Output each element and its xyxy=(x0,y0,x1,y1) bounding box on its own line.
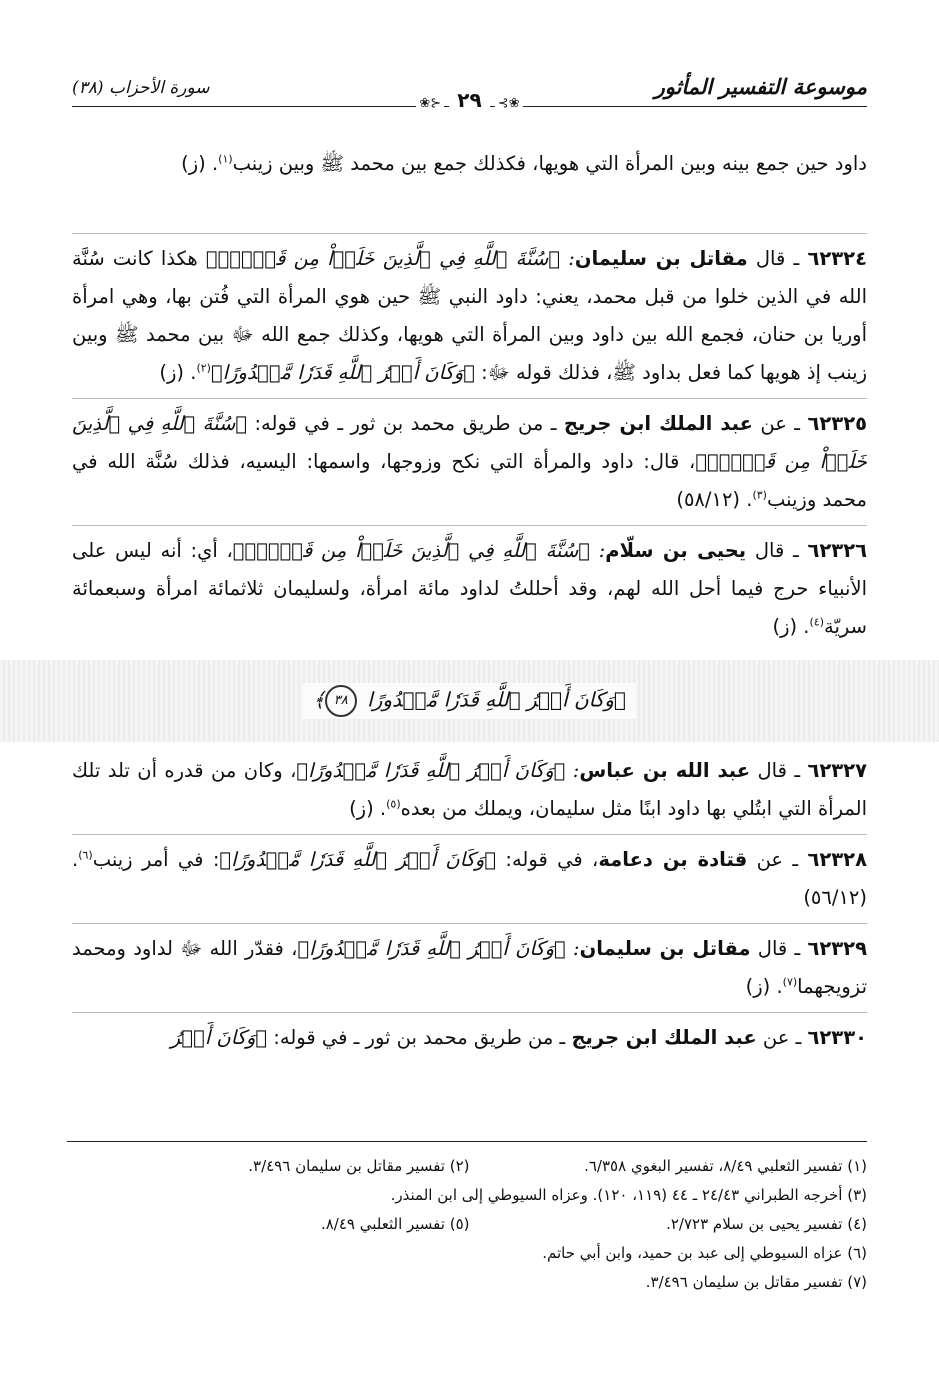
footnote-ref[interactable]: (٥) xyxy=(386,797,401,811)
footnote-row xyxy=(72,1239,867,1268)
ornament-left-icon: ⊰❀ xyxy=(416,96,444,111)
ayah-banner xyxy=(0,660,939,742)
divider xyxy=(72,834,867,835)
footnote-row xyxy=(72,1210,867,1239)
footnote-1: (١) تفسير الثعلبي ٨/٤٩، تفسير البغوي ٦/٣٥٨. xyxy=(584,1157,867,1175)
footnote-ref[interactable]: (١) xyxy=(218,152,233,166)
footnote-row xyxy=(72,1268,867,1297)
quran-quote: : ﴿سُنَّةَ ٱللَّهِ فِي ٱلَّذِينَ خَلَوۡاْ مِن قَبۡلُۚ﴾ xyxy=(232,539,606,562)
footnote-row xyxy=(72,1152,867,1181)
quran-quote: ﴿وَكَانَ أَمۡرُ xyxy=(170,1026,268,1049)
footnote-3: (٣) أخرجه الطبراني ٢٤/٤٣ ـ ٤٤ (١١٩، ١٢٠). وعزاه السيوطي إلى ابن المنذر. xyxy=(390,1186,867,1204)
quran-quote: ﴿سُنَّةَ ٱللَّهِ فِي ٱلَّذِينَ خَلَوۡاْ مِن قَبۡلُۚ﴾ xyxy=(72,412,867,473)
quran-quote: : ﴿وَكَانَ أَمۡرُ ٱللَّهِ قَدَرٗا مَّقۡدُورًا﴾ xyxy=(297,937,580,960)
book-title: موسوعة التفسير المأثور xyxy=(654,74,867,99)
narration-62327: ٦٢٣٢٧ ـ قال عبد الله بن عباس: ﴿وَكَانَ أَمۡرُ ٱللَّهِ قَدَرٗا مَّقۡدُورًا﴾، وكان من قدره أن تلد تلك المرأة التي ابتُلي بها داود ابنًا مثل سليمان، ويملك من بعده$^{(٥)}$. (ز) xyxy=(72,759,867,820)
divider xyxy=(72,233,867,234)
narration-62330: ٦٢٣٣٠ ـ عن عبد الملك ابن جريج ـ من طريق محمد بن ثور ـ في قوله: ﴿وَكَانَ أَمۡرُ xyxy=(170,1026,867,1049)
divider xyxy=(72,923,867,924)
narration-62328: ٦٢٣٢٨ ـ عن قتادة بن دعامة، في قوله: ﴿وَكَانَ أَمۡرُ ٱللَّهِ قَدَرٗا مَّقۡدُورًا﴾: في أمر زينب$^{(٦)}$. (٥٦/١٢) xyxy=(72,848,867,909)
ayah-number-icon: ٣٨ xyxy=(325,685,357,717)
narration-62324: ٦٢٣٢٤ ـ قال مقاتل بن سليمان: ﴿سُنَّةَ ٱللَّهِ فِي ٱلَّذِينَ خَلَوۡاْ مِن قَبۡلُۚ﴾ هكذا كانت سُنَّة الله في الذين خلوا من قبل محمد، يعني: داود النبي ﷺ حين هوي المرأة التي فُتن بها، وهي امرأة أوريا بن حنان، فجمع الله بين داود وبين المرأة التي هويها، وكذلك جمع الله ﷻ بين محمد ﷺ وبين زينب إذ هويها كما فعل بداود ﷺ، فذلك قوله ﷻ: ﴿وَكَانَ أَمۡرُ ٱللَّهِ قَدَرٗا مَّقۡدُورًا﴾$^{(٢)}$. (ز) xyxy=(72,247,867,384)
footnote-4: (٤) تفسير يحيى بن سلام ٢/٧٢٣. xyxy=(666,1215,867,1233)
footnote-ref[interactable]: (٦) xyxy=(78,848,93,862)
footnote-ref[interactable]: (٤) xyxy=(809,615,825,629)
footnote-ref[interactable]: (٢) xyxy=(196,361,211,375)
divider xyxy=(72,1012,867,1013)
page-header xyxy=(72,70,867,110)
footnote-7: (٧) تفسير مقاتل بن سليمان ٣/٤٩٦. xyxy=(645,1273,867,1291)
divider xyxy=(72,398,867,399)
quran-quote: : ﴿وَكَانَ أَمۡرُ ٱللَّهِ قَدَرٗا مَّقۡدُورًا﴾ xyxy=(296,759,580,782)
narration-62329: ٦٢٣٢٩ ـ قال مقاتل بن سليمان: ﴿وَكَانَ أَمۡرُ ٱللَّهِ قَدَرٗا مَّقۡدُورًا﴾، فقدّر الله ﷻ لداود ومحمد تزويجهما$^{(٧)}$. (ز) xyxy=(72,937,867,998)
quran-quote: : ﴿سُنَّةَ ٱللَّهِ فِي ٱلَّذِينَ خَلَوۡاْ مِن قَبۡلُۚ﴾ xyxy=(205,247,575,270)
divider xyxy=(72,525,867,526)
quran-quote: ﴿وَكَانَ أَمۡرُ ٱللَّهِ قَدَرٗا مَّقۡدُورًا﴾ xyxy=(219,848,497,871)
narration-62325: ٦٢٣٢٥ ـ عن عبد الملك ابن جريج ـ من طريق محمد بن ثور ـ في قوله: ﴿سُنَّةَ ٱللَّهِ فِي ٱلَّذِينَ خَلَوۡاْ مِن قَبۡلُۚ﴾، قال: داود والمرأة التي نكح وزوجها، واسمها: اليسيه، فذلك سُنَّة الله في محمد وزينب$^{(٣)}$. (٥٨/١٢) xyxy=(72,412,867,511)
footnote-ref[interactable]: (٧) xyxy=(782,975,798,989)
quran-quote: ﴿وَكَانَ أَمۡرُ ٱللَّهِ قَدَرٗا مَّقۡدُورًا﴾ xyxy=(210,361,475,384)
ornament-right-icon: ❀⊱ xyxy=(495,96,523,111)
footnote-rule xyxy=(67,1141,867,1142)
surah-label: سورة الأحزاب (٣٨) xyxy=(72,78,210,98)
narration-62326: ٦٢٣٢٦ ـ قال يحيى بن سلّام: ﴿سُنَّةَ ٱللَّهِ فِي ٱلَّذِينَ خَلَوۡاْ مِن قَبۡلُۚ﴾، أي: أنه ليس على الأنبياء حرج فيما أحل الله لهم، وقد أحللتُ لداود مائة امرأة، ولسليمان ثلاثمائة امرأة وسبعمائة سريّة$^{(٤)}$. (ز) xyxy=(72,539,867,638)
footnote-2: (٢) تفسير مقاتل بن سليمان ٣/٤٩٦. xyxy=(248,1157,470,1175)
footnote-ref[interactable]: (٣) xyxy=(752,488,767,502)
paragraph-continuation: داود حين جمع بينه وبين المرأة التي هويها، فكذلك جمع بين محمد ﷺ وبين زينب$^{(١)}$. (ز) xyxy=(181,152,867,175)
footnotes xyxy=(72,1152,867,1297)
ayah-text: ﴿وَكَانَ أَمۡرُ ٱللَّهِ قَدَرٗا مَّقۡدُورًا ٣٨﴾ xyxy=(303,683,636,719)
footnote-row xyxy=(72,1181,867,1210)
footnote-6: (٦) عزاه السيوطي إلى عبد بن حميد، وابن أبي حاتم. xyxy=(542,1244,867,1262)
footnote-5: (٥) تفسير الثعلبي ٨/٤٩. xyxy=(320,1215,470,1233)
page-number: ٢٩ xyxy=(449,88,489,112)
main-text xyxy=(72,145,867,1057)
